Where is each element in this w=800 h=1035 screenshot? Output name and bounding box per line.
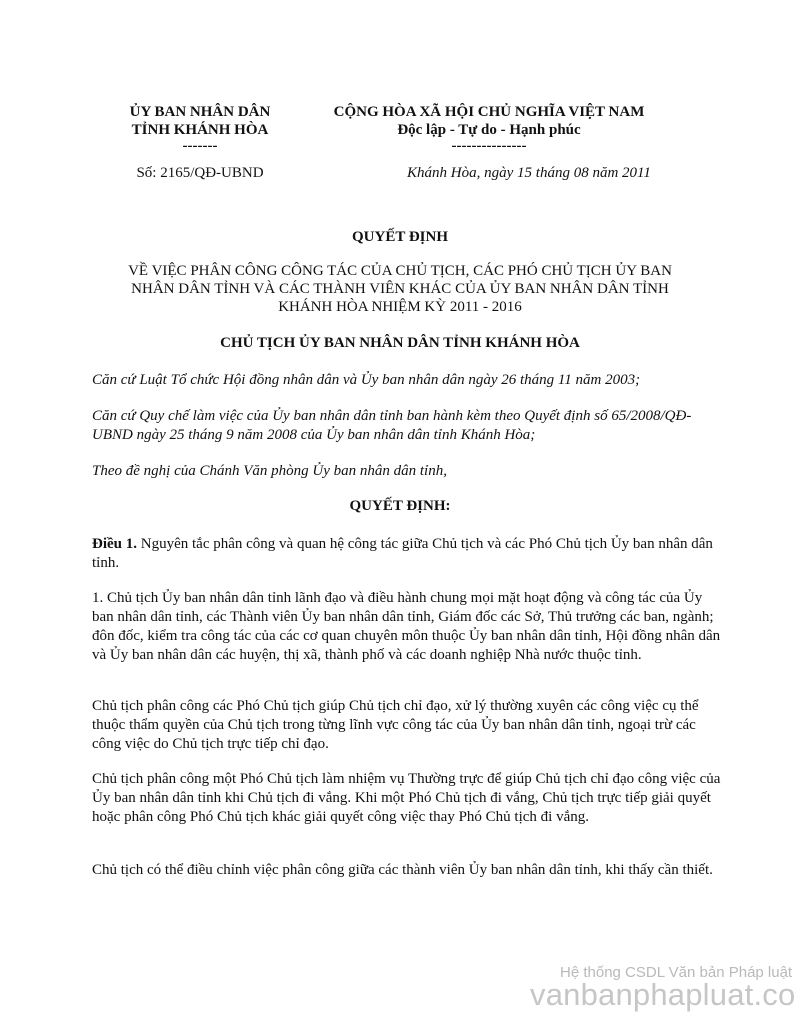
document-type: QUYẾT ĐỊNH <box>352 229 448 245</box>
decision-heading: QUYẾT ĐỊNH: <box>349 498 451 514</box>
issuing-authority: CHỦ TỊCH ỦY BAN NHÂN DÂN TỈNH KHÁNH HÒA <box>220 335 580 351</box>
nation-name: CỘNG HÒA XÃ HỘI CHỦ NGHĨA VIỆT NAM <box>333 104 645 120</box>
subject-line-1: VỀ VIỆC PHÂN CÔNG CÔNG TÁC CỦA CHỦ TỊCH, CÁC PHÓ CHỦ TỊCH ỦY BAN <box>128 263 672 279</box>
legal-basis-3: Theo đề nghị của Chánh Văn phòng Ủy ban nhân dân tỉnh, <box>92 463 447 479</box>
article-1-text: Nguyên tắc phân công và quan hệ công tác giữa Chủ tịch và các Phó Chủ tịch Ủy ban nhân dân tỉnh. <box>92 536 713 571</box>
agency-name-line2: TỈNH KHÁNH HÒA <box>131 122 269 138</box>
place-date: Khánh Hòa, ngày 15 tháng 08 năm 2011 <box>407 165 651 181</box>
paragraph-1: 1. Chủ tịch Ủy ban nhân dân tỉnh lãnh đạo và điều hành chung mọi mặt hoạt động và công tác của Ủy ban nhân dân tỉnh, các Thành viên Ủy ban nhân dân tỉnh, Giám đốc các Sở, Thủ trưởng các ban, ngành; đôn đốc, kiểm tra công tác của các cơ quan chuyên môn thuộc Ủy ban nhân dân tỉnh, Hội đồng nhân dân và Ủy ban nhân dân các huyện, thị xã, thành phố và các doanh nghiệp Nhà nước thuộc tỉnh. <box>92 590 721 663</box>
legal-basis-1: Căn cứ Luật Tổ chức Hội đồng nhân dân và Ủy ban nhân dân ngày 26 tháng 11 năm 2003; <box>92 372 641 388</box>
paragraph-2: Chủ tịch phân công các Phó Chủ tịch giúp Chủ tịch chỉ đạo, xử lý thường xuyên các công việc cụ thể thuộc thẩm quyền của Chủ tịch trong từng lĩnh vực công tác của Ủy ban nhân dân tỉnh, ngoại trừ các công việc do Chủ tịch trực tiếp chỉ đạo. <box>92 698 699 752</box>
subject-line-2: NHÂN DÂN TỈNH VÀ CÁC THÀNH VIÊN KHÁC CỦA ỦY BAN NHÂN DÂN TỈNH <box>131 281 669 297</box>
watermark-site: vanbanphapluat.co <box>530 977 796 1012</box>
subject-line-3: KHÁNH HÒA NHIỆM KỲ 2011 - 2016 <box>278 299 522 315</box>
agency-name-line1: ỦY BAN NHÂN DÂN <box>129 104 271 120</box>
paragraph-4: Chủ tịch có thể điều chỉnh việc phân công giữa các thành viên Ủy ban nhân dân tỉnh, khi thấy cần thiết. <box>92 862 713 878</box>
nation-motto: Độc lập - Tự do - Hạnh phúc <box>397 122 581 138</box>
article-1-label: Điều 1. <box>92 536 137 552</box>
agency-separator: ------- <box>182 138 218 154</box>
article-1 <box>92 535 722 573</box>
nation-separator: --------------- <box>451 138 527 154</box>
document-number: Số: 2165/QĐ-UBND <box>136 165 264 181</box>
watermark-caption: Hệ thống CSDL Văn bản Pháp luật <box>560 964 793 981</box>
paragraph-3: Chủ tịch phân công một Phó Chủ tịch làm nhiệm vụ Thường trực để giúp Chủ tịch chỉ đạo công việc của Ủy ban nhân dân tỉnh khi Chủ tịch đi vắng. Khi một Phó Chủ tịch đi vắng, Chủ tịch trực tiếp giải quyết hoặc phân công Phó Chủ tịch khác giải quyết công việc thay Phó Chủ tịch đi vắng. <box>92 771 721 825</box>
legal-basis-2: Căn cứ Quy chế làm việc của Ủy ban nhân dân tỉnh ban hành kèm theo Quyết định số 65/2008/QĐ-UBND ngày 25 tháng 9 năm 2008 của Ủy ban nhân dân tỉnh Khánh Hòa; <box>92 408 692 443</box>
